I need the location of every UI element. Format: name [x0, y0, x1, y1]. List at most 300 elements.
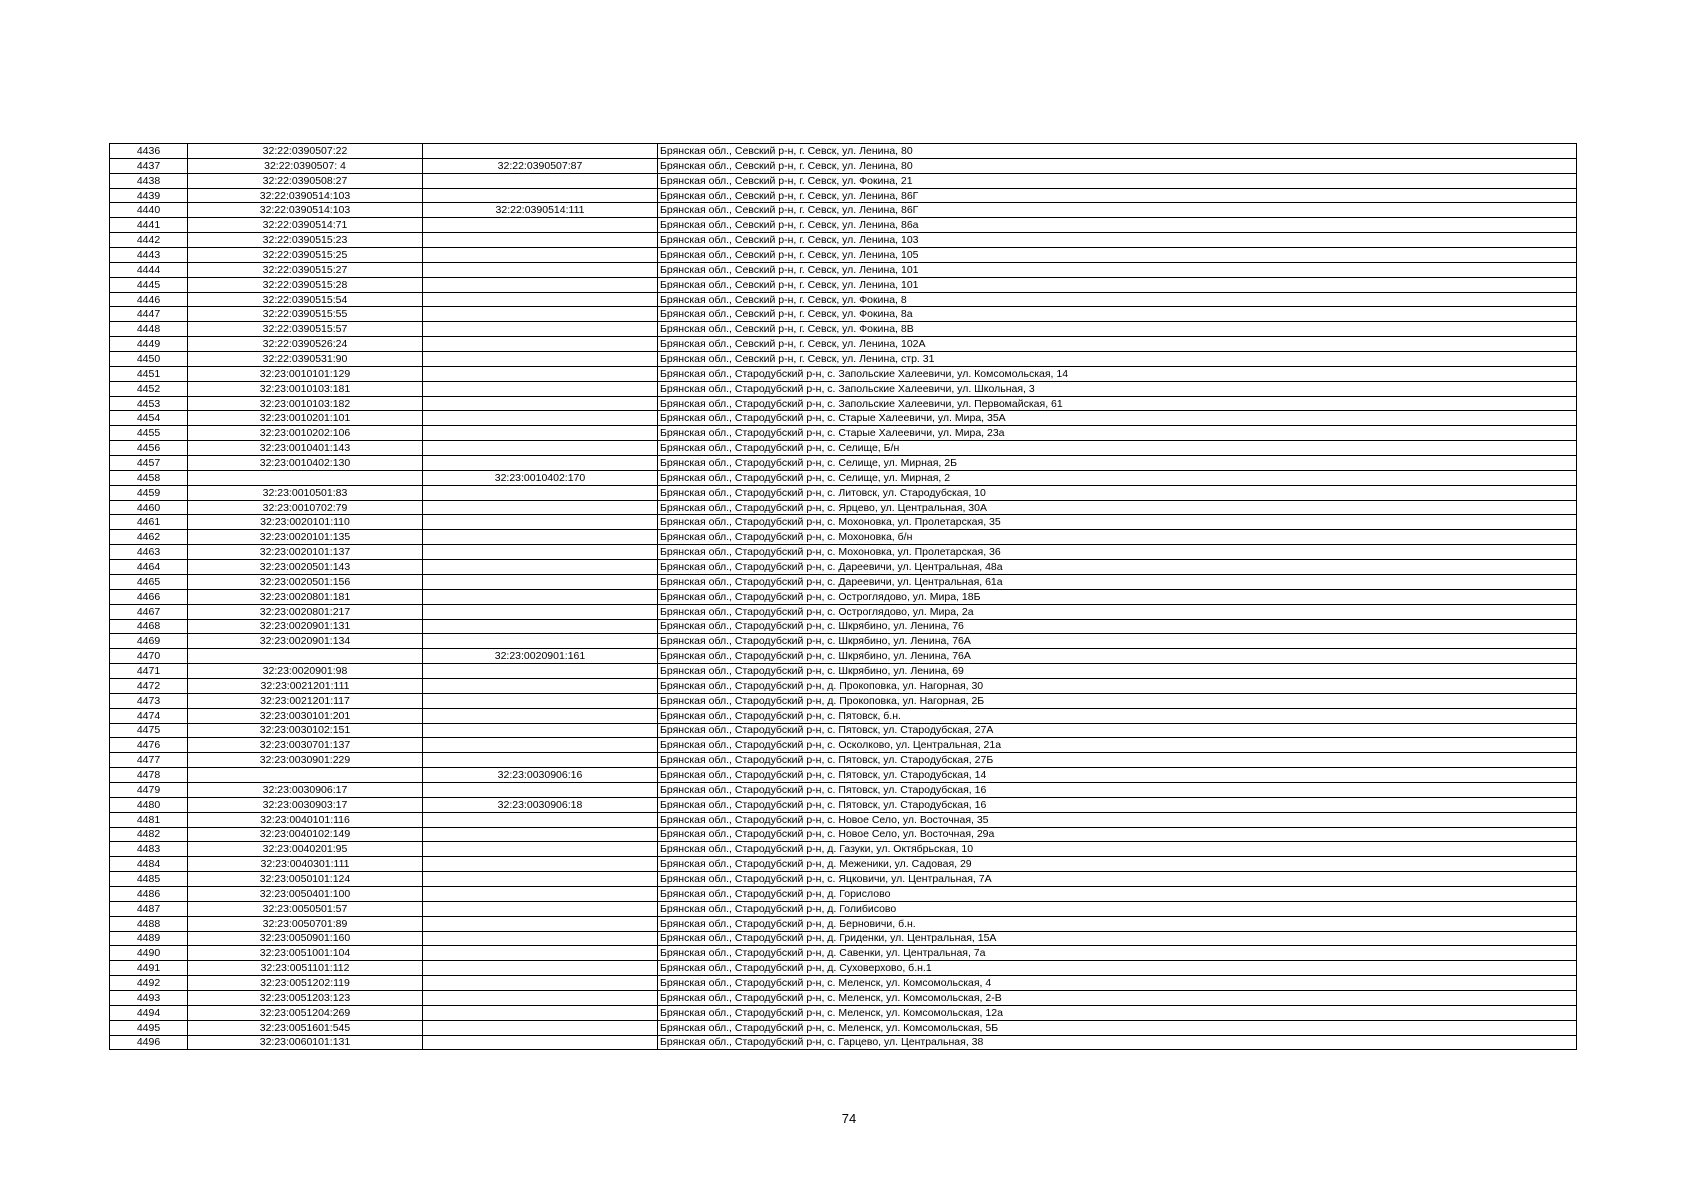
table-row — [110, 857, 1577, 872]
address-cell: Брянская обл., Стародубский р-н, д. Гриденки, ул. Центральная, 15А — [658, 931, 1577, 946]
cadastral-number-cell: 32:22:0390508:27 — [188, 173, 423, 188]
table-row — [110, 634, 1577, 649]
table-row — [110, 976, 1577, 991]
linked-cadastral-number-cell — [423, 352, 658, 367]
table-row — [110, 307, 1577, 322]
table-row — [110, 708, 1577, 723]
row-number-cell: 4487 — [110, 901, 188, 916]
cadastral-number-cell: 32:22:0390515:54 — [188, 292, 423, 307]
address-cell: Брянская обл., Стародубский р-н, с. Шкрябино, ул. Ленина, 69 — [658, 664, 1577, 679]
linked-cadastral-number-cell — [423, 426, 658, 441]
row-number-cell: 4446 — [110, 292, 188, 307]
cadastral-number-cell — [188, 649, 423, 664]
address-cell: Брянская обл., Стародубский р-н, д. Берновичи, б.н. — [658, 916, 1577, 931]
table-row — [110, 262, 1577, 277]
cadastral-number-cell: 32:23:0010103:182 — [188, 396, 423, 411]
row-number-cell: 4451 — [110, 366, 188, 381]
cadastral-number-cell: 32:22:0390515:55 — [188, 307, 423, 322]
linked-cadastral-number-cell — [423, 708, 658, 723]
table-row — [110, 589, 1577, 604]
table-row — [110, 277, 1577, 292]
linked-cadastral-number-cell — [423, 1020, 658, 1035]
address-cell: Брянская обл., Стародубский р-н, д. Прокоповка, ул. Нагорная, 30 — [658, 678, 1577, 693]
address-cell: Брянская обл., Стародубский р-н, с. Старые Халеевичи, ул. Мира, 35А — [658, 411, 1577, 426]
cadastral-number-cell: 32:23:0010501:83 — [188, 485, 423, 500]
linked-cadastral-number-cell: 32:23:0020901:161 — [423, 649, 658, 664]
cadastral-number-cell: 32:22:0390531:90 — [188, 352, 423, 367]
cadastral-number-cell: 32:23:0020901:131 — [188, 619, 423, 634]
linked-cadastral-number-cell — [423, 307, 658, 322]
row-number-cell: 4471 — [110, 664, 188, 679]
linked-cadastral-number-cell — [423, 976, 658, 991]
row-number-cell: 4473 — [110, 693, 188, 708]
row-number-cell: 4474 — [110, 708, 188, 723]
linked-cadastral-number-cell — [423, 872, 658, 887]
table-row — [110, 352, 1577, 367]
registry-table — [109, 143, 1577, 1050]
cadastral-number-cell: 32:23:0020901:98 — [188, 664, 423, 679]
address-cell: Брянская обл., Стародубский р-н, с. Осколково, ул. Центральная, 21а — [658, 738, 1577, 753]
row-number-cell: 4442 — [110, 233, 188, 248]
row-number-cell: 4459 — [110, 485, 188, 500]
row-number-cell: 4440 — [110, 203, 188, 218]
address-cell: Брянская обл., Стародубский р-н, с. Мохоновка, ул. Пролетарская, 35 — [658, 515, 1577, 530]
row-number-cell: 4472 — [110, 678, 188, 693]
linked-cadastral-number-cell — [423, 545, 658, 560]
address-cell: Брянская обл., Стародубский р-н, д. Савенки, ул. Центральная, 7а — [658, 946, 1577, 961]
address-cell: Брянская обл., Севский р-н, г. Севск, ул. Ленина, 80 — [658, 144, 1577, 159]
linked-cadastral-number-cell — [423, 515, 658, 530]
address-cell: Брянская обл., Стародубский р-н, с. Остроглядово, ул. Мира, 2а — [658, 604, 1577, 619]
registry-table-body — [110, 144, 1577, 1050]
cadastral-number-cell: 32:23:0030102:151 — [188, 723, 423, 738]
table-row — [110, 1020, 1577, 1035]
cadastral-number-cell: 32:23:0020501:156 — [188, 574, 423, 589]
row-number-cell: 4445 — [110, 277, 188, 292]
address-cell: Брянская обл., Стародубский р-н, с. Шкрябино, ул. Ленина, 76 — [658, 619, 1577, 634]
linked-cadastral-number-cell — [423, 262, 658, 277]
row-number-cell: 4458 — [110, 470, 188, 485]
cadastral-number-cell: 32:23:0030101:201 — [188, 708, 423, 723]
table-row — [110, 916, 1577, 931]
row-number-cell: 4463 — [110, 545, 188, 560]
cadastral-number-cell: 32:23:0020801:217 — [188, 604, 423, 619]
address-cell: Брянская обл., Севский р-н, г. Севск, ул. Фокина, 8а — [658, 307, 1577, 322]
table-row — [110, 441, 1577, 456]
linked-cadastral-number-cell — [423, 901, 658, 916]
table-row — [110, 604, 1577, 619]
row-number-cell: 4488 — [110, 916, 188, 931]
row-number-cell: 4454 — [110, 411, 188, 426]
table-row — [110, 292, 1577, 307]
table-row — [110, 678, 1577, 693]
address-cell: Брянская обл., Стародубский р-н, с. Новое Село, ул. Восточная, 35 — [658, 812, 1577, 827]
cadastral-number-cell: 32:22:0390515:57 — [188, 322, 423, 337]
table-row — [110, 248, 1577, 263]
address-cell: Брянская обл., Севский р-н, г. Севск, ул. Ленина, 102А — [658, 337, 1577, 352]
table-row — [110, 946, 1577, 961]
row-number-cell: 4484 — [110, 857, 188, 872]
table-row — [110, 619, 1577, 634]
address-cell: Брянская обл., Севский р-н, г. Севск, ул. Ленина, 101 — [658, 262, 1577, 277]
table-row — [110, 545, 1577, 560]
linked-cadastral-number-cell: 32:23:0010402:170 — [423, 470, 658, 485]
cadastral-number-cell: 32:23:0020501:143 — [188, 560, 423, 575]
linked-cadastral-number-cell — [423, 634, 658, 649]
linked-cadastral-number-cell — [423, 886, 658, 901]
linked-cadastral-number-cell — [423, 604, 658, 619]
cadastral-number-cell: 32:23:0021201:117 — [188, 693, 423, 708]
cadastral-number-cell: 32:23:0021201:111 — [188, 678, 423, 693]
linked-cadastral-number-cell — [423, 1035, 658, 1050]
row-number-cell: 4491 — [110, 961, 188, 976]
linked-cadastral-number-cell — [423, 1005, 658, 1020]
row-number-cell: 4449 — [110, 337, 188, 352]
address-cell: Брянская обл., Севский р-н, г. Севск, ул. Фокина, 8 — [658, 292, 1577, 307]
row-number-cell: 4450 — [110, 352, 188, 367]
linked-cadastral-number-cell: 32:22:0390507:87 — [423, 158, 658, 173]
address-cell: Брянская обл., Стародубский р-н, с. Селище, ул. Мирная, 2 — [658, 470, 1577, 485]
cadastral-number-cell: 32:23:0030903:17 — [188, 797, 423, 812]
table-row — [110, 218, 1577, 233]
linked-cadastral-number-cell — [423, 693, 658, 708]
table-row — [110, 649, 1577, 664]
cadastral-number-cell: 32:23:0010201:101 — [188, 411, 423, 426]
cadastral-number-cell — [188, 470, 423, 485]
cadastral-number-cell: 32:23:0050101:124 — [188, 872, 423, 887]
linked-cadastral-number-cell — [423, 411, 658, 426]
address-cell: Брянская обл., Стародубский р-н, с. Литовск, ул. Стародубская, 10 — [658, 485, 1577, 500]
row-number-cell: 4490 — [110, 946, 188, 961]
address-cell: Брянская обл., Стародубский р-н, с. Шкрябино, ул. Ленина, 76А — [658, 634, 1577, 649]
cadastral-number-cell: 32:23:0040102:149 — [188, 827, 423, 842]
linked-cadastral-number-cell — [423, 560, 658, 575]
address-cell: Брянская обл., Стародубский р-н, с. Пятовск, ул. Стародубская, 16 — [658, 797, 1577, 812]
linked-cadastral-number-cell: 32:23:0030906:16 — [423, 768, 658, 783]
address-cell: Брянская обл., Севский р-н, г. Севск, ул. Ленина, 86а — [658, 218, 1577, 233]
row-number-cell: 4482 — [110, 827, 188, 842]
address-cell: Брянская обл., Стародубский р-н, с. Пятовск, ул. Стародубская, 16 — [658, 782, 1577, 797]
row-number-cell: 4496 — [110, 1035, 188, 1050]
table-row — [110, 886, 1577, 901]
table-row — [110, 574, 1577, 589]
table-row — [110, 782, 1577, 797]
cadastral-number-cell: 32:22:0390507:22 — [188, 144, 423, 159]
linked-cadastral-number-cell — [423, 218, 658, 233]
row-number-cell: 4456 — [110, 441, 188, 456]
table-row — [110, 396, 1577, 411]
table-row — [110, 1035, 1577, 1050]
cadastral-number-cell: 32:22:0390515:28 — [188, 277, 423, 292]
linked-cadastral-number-cell: 32:23:0030906:18 — [423, 797, 658, 812]
table-row — [110, 961, 1577, 976]
cadastral-number-cell: 32:22:0390514:71 — [188, 218, 423, 233]
cadastral-number-cell: 32:23:0020901:134 — [188, 634, 423, 649]
address-cell: Брянская обл., Севский р-н, г. Севск, ул. Ленина, 101 — [658, 277, 1577, 292]
row-number-cell: 4468 — [110, 619, 188, 634]
linked-cadastral-number-cell — [423, 961, 658, 976]
linked-cadastral-number-cell — [423, 812, 658, 827]
cadastral-number-cell: 32:23:0060101:131 — [188, 1035, 423, 1050]
linked-cadastral-number-cell — [423, 500, 658, 515]
address-cell: Брянская обл., Стародубский р-н, д. Голибисово — [658, 901, 1577, 916]
linked-cadastral-number-cell — [423, 753, 658, 768]
row-number-cell: 4477 — [110, 753, 188, 768]
table-row — [110, 768, 1577, 783]
cadastral-number-cell: 32:23:0030906:17 — [188, 782, 423, 797]
cadastral-number-cell: 32:23:0020101:135 — [188, 530, 423, 545]
cadastral-number-cell: 32:22:0390514:103 — [188, 203, 423, 218]
address-cell: Брянская обл., Севский р-н, г. Севск, ул. Ленина, 86Г — [658, 188, 1577, 203]
table-row — [110, 233, 1577, 248]
address-cell: Брянская обл., Стародубский р-н, с. Гарцево, ул. Центральная, 38 — [658, 1035, 1577, 1050]
linked-cadastral-number-cell — [423, 277, 658, 292]
address-cell: Брянская обл., Стародубский р-н, д. Меженики, ул. Садовая, 29 — [658, 857, 1577, 872]
page-number: 74 — [841, 1111, 857, 1126]
linked-cadastral-number-cell — [423, 619, 658, 634]
linked-cadastral-number-cell — [423, 678, 658, 693]
cadastral-number-cell: 32:23:0051101:112 — [188, 961, 423, 976]
linked-cadastral-number-cell — [423, 441, 658, 456]
row-number-cell: 4462 — [110, 530, 188, 545]
linked-cadastral-number-cell — [423, 827, 658, 842]
row-number-cell: 4436 — [110, 144, 188, 159]
address-cell: Брянская обл., Севский р-н, г. Севск, ул. Ленина, 105 — [658, 248, 1577, 263]
address-cell: Брянская обл., Севский р-н, г. Севск, ул. Ленина, стр. 31 — [658, 352, 1577, 367]
table-row — [110, 411, 1577, 426]
table-row — [110, 990, 1577, 1005]
row-number-cell: 4492 — [110, 976, 188, 991]
row-number-cell: 4461 — [110, 515, 188, 530]
row-number-cell: 4494 — [110, 1005, 188, 1020]
table-row — [110, 1005, 1577, 1020]
row-number-cell: 4486 — [110, 886, 188, 901]
cadastral-number-cell: 32:23:0050401:100 — [188, 886, 423, 901]
address-cell: Брянская обл., Стародубский р-н, с. Селище, ул. Мирная, 2Б — [658, 456, 1577, 471]
table-row — [110, 931, 1577, 946]
row-number-cell: 4441 — [110, 218, 188, 233]
table-row — [110, 337, 1577, 352]
table-row — [110, 381, 1577, 396]
cadastral-number-cell: 32:23:0010103:181 — [188, 381, 423, 396]
address-cell: Брянская обл., Стародубский р-н, с. Шкрябино, ул. Ленина, 76А — [658, 649, 1577, 664]
linked-cadastral-number-cell: 32:22:0390514:111 — [423, 203, 658, 218]
cadastral-number-cell: 32:23:0051202:119 — [188, 976, 423, 991]
table-row — [110, 901, 1577, 916]
table-row — [110, 753, 1577, 768]
table-row — [110, 158, 1577, 173]
address-cell: Брянская обл., Стародубский р-н, с. Ярцево, ул. Центральная, 30А — [658, 500, 1577, 515]
table-row — [110, 560, 1577, 575]
table-row — [110, 797, 1577, 812]
address-cell: Брянская обл., Стародубский р-н, с. Селище, Б/н — [658, 441, 1577, 456]
cadastral-number-cell: 32:23:0030701:137 — [188, 738, 423, 753]
table-row — [110, 173, 1577, 188]
table-row — [110, 664, 1577, 679]
table-row — [110, 470, 1577, 485]
table-row — [110, 366, 1577, 381]
row-number-cell: 4466 — [110, 589, 188, 604]
table-row — [110, 456, 1577, 471]
address-cell: Брянская обл., Севский р-н, г. Севск, ул. Ленина, 80 — [658, 158, 1577, 173]
table-row — [110, 485, 1577, 500]
address-cell: Брянская обл., Стародубский р-н, д. Суховерхово, б.н.1 — [658, 961, 1577, 976]
row-number-cell: 4479 — [110, 782, 188, 797]
address-cell: Брянская обл., Стародубский р-н, д. Газуки, ул. Октябрьская, 10 — [658, 842, 1577, 857]
linked-cadastral-number-cell — [423, 188, 658, 203]
row-number-cell: 4483 — [110, 842, 188, 857]
address-cell: Брянская обл., Стародубский р-н, с. Мохоновка, ул. Пролетарская, 36 — [658, 545, 1577, 560]
row-number-cell: 4469 — [110, 634, 188, 649]
linked-cadastral-number-cell — [423, 248, 658, 263]
linked-cadastral-number-cell — [423, 337, 658, 352]
cadastral-number-cell: 32:22:0390515:23 — [188, 233, 423, 248]
linked-cadastral-number-cell — [423, 946, 658, 961]
cadastral-number-cell: 32:23:0010101:129 — [188, 366, 423, 381]
address-cell: Брянская обл., Стародубский р-н, с. Новое Село, ул. Восточная, 29а — [658, 827, 1577, 842]
linked-cadastral-number-cell — [423, 857, 658, 872]
table-row — [110, 144, 1577, 159]
cadastral-number-cell: 32:23:0051601:545 — [188, 1020, 423, 1035]
linked-cadastral-number-cell — [423, 396, 658, 411]
cadastral-number-cell: 32:23:0030901:229 — [188, 753, 423, 768]
address-cell: Брянская обл., Севский р-н, г. Севск, ул. Фокина, 21 — [658, 173, 1577, 188]
address-cell: Брянская обл., Стародубский р-н, с. Мохоновка, б/н — [658, 530, 1577, 545]
linked-cadastral-number-cell — [423, 589, 658, 604]
cadastral-number-cell: 32:23:0050701:89 — [188, 916, 423, 931]
cadastral-number-cell: 32:22:0390515:27 — [188, 262, 423, 277]
row-number-cell: 4481 — [110, 812, 188, 827]
cadastral-number-cell: 32:23:0010702:79 — [188, 500, 423, 515]
linked-cadastral-number-cell — [423, 931, 658, 946]
row-number-cell: 4493 — [110, 990, 188, 1005]
row-number-cell: 4453 — [110, 396, 188, 411]
row-number-cell: 4478 — [110, 768, 188, 783]
row-number-cell: 4455 — [110, 426, 188, 441]
address-cell: Брянская обл., Стародубский р-н, с. Запольские Халеевичи, ул. Школьная, 3 — [658, 381, 1577, 396]
table-row — [110, 872, 1577, 887]
row-number-cell: 4476 — [110, 738, 188, 753]
linked-cadastral-number-cell — [423, 782, 658, 797]
row-number-cell: 4452 — [110, 381, 188, 396]
table-row — [110, 530, 1577, 545]
linked-cadastral-number-cell — [423, 144, 658, 159]
row-number-cell: 4448 — [110, 322, 188, 337]
cadastral-number-cell: 32:23:0050501:57 — [188, 901, 423, 916]
table-row — [110, 827, 1577, 842]
cadastral-number-cell: 32:22:0390507: 4 — [188, 158, 423, 173]
linked-cadastral-number-cell — [423, 173, 658, 188]
table-row — [110, 188, 1577, 203]
address-cell: Брянская обл., Стародубский р-н, с. Пятовск, ул. Стародубская, 14 — [658, 768, 1577, 783]
row-number-cell: 4464 — [110, 560, 188, 575]
linked-cadastral-number-cell — [423, 990, 658, 1005]
row-number-cell: 4467 — [110, 604, 188, 619]
cadastral-number-cell: 32:22:0390514:103 — [188, 188, 423, 203]
cadastral-number-cell: 32:23:0010402:130 — [188, 456, 423, 471]
row-number-cell: 4485 — [110, 872, 188, 887]
cadastral-number-cell: 32:23:0040301:111 — [188, 857, 423, 872]
address-cell: Брянская обл., Севский р-н, г. Севск, ул. Ленина, 86Г — [658, 203, 1577, 218]
linked-cadastral-number-cell — [423, 738, 658, 753]
row-number-cell: 4460 — [110, 500, 188, 515]
table-row — [110, 738, 1577, 753]
address-cell: Брянская обл., Стародубский р-н, с. Меленск, ул. Комсомольская, 5Б — [658, 1020, 1577, 1035]
address-cell: Брянская обл., Стародубский р-н, с. Дареевичи, ул. Центральная, 61а — [658, 574, 1577, 589]
row-number-cell: 4480 — [110, 797, 188, 812]
row-number-cell: 4438 — [110, 173, 188, 188]
address-cell: Брянская обл., Севский р-н, г. Севск, ул. Фокина, 8В — [658, 322, 1577, 337]
table-row — [110, 426, 1577, 441]
address-cell: Брянская обл., Стародубский р-н, с. Меленск, ул. Комсомольская, 4 — [658, 976, 1577, 991]
table-row — [110, 515, 1577, 530]
linked-cadastral-number-cell — [423, 664, 658, 679]
linked-cadastral-number-cell — [423, 233, 658, 248]
cadastral-number-cell: 32:22:0390515:25 — [188, 248, 423, 263]
address-cell: Брянская обл., Севский р-н, г. Севск, ул. Ленина, 103 — [658, 233, 1577, 248]
cadastral-number-cell: 32:23:0010401:143 — [188, 441, 423, 456]
table-row — [110, 842, 1577, 857]
linked-cadastral-number-cell — [423, 723, 658, 738]
linked-cadastral-number-cell — [423, 485, 658, 500]
row-number-cell: 4443 — [110, 248, 188, 263]
cadastral-number-cell — [188, 768, 423, 783]
cadastral-number-cell: 32:23:0020101:110 — [188, 515, 423, 530]
cadastral-number-cell: 32:23:0010202:106 — [188, 426, 423, 441]
table-row — [110, 693, 1577, 708]
address-cell: Брянская обл., Стародубский р-н, с. Меленск, ул. Комсомольская, 12а — [658, 1005, 1577, 1020]
cadastral-number-cell: 32:22:0390526:24 — [188, 337, 423, 352]
linked-cadastral-number-cell — [423, 456, 658, 471]
linked-cadastral-number-cell — [423, 366, 658, 381]
row-number-cell: 4489 — [110, 931, 188, 946]
cadastral-number-cell: 32:23:0020101:137 — [188, 545, 423, 560]
address-cell: Брянская обл., Стародубский р-н, с. Пятовск, ул. Стародубская, 27А — [658, 723, 1577, 738]
linked-cadastral-number-cell — [423, 842, 658, 857]
row-number-cell: 4457 — [110, 456, 188, 471]
linked-cadastral-number-cell — [423, 381, 658, 396]
address-cell: Брянская обл., Стародубский р-н, д. Прокоповка, ул. Нагорная, 2Б — [658, 693, 1577, 708]
row-number-cell: 4495 — [110, 1020, 188, 1035]
table-row — [110, 723, 1577, 738]
cadastral-number-cell: 32:23:0020801:181 — [188, 589, 423, 604]
linked-cadastral-number-cell — [423, 292, 658, 307]
table-row — [110, 500, 1577, 515]
address-cell: Брянская обл., Стародубский р-н, с. Яцковичи, ул. Центральная, 7А — [658, 872, 1577, 887]
address-cell: Брянская обл., Стародубский р-н, с. Остроглядово, ул. Мира, 18Б — [658, 589, 1577, 604]
address-cell: Брянская обл., Стародубский р-н, с. Запольские Халеевичи, ул. Первомайская, 61 — [658, 396, 1577, 411]
cadastral-number-cell: 32:23:0051001:104 — [188, 946, 423, 961]
row-number-cell: 4447 — [110, 307, 188, 322]
row-number-cell: 4475 — [110, 723, 188, 738]
cadastral-number-cell: 32:23:0051203:123 — [188, 990, 423, 1005]
cadastral-number-cell: 32:23:0040201:95 — [188, 842, 423, 857]
cadastral-number-cell: 32:23:0040101:116 — [188, 812, 423, 827]
cadastral-number-cell: 32:23:0050901:160 — [188, 931, 423, 946]
row-number-cell: 4465 — [110, 574, 188, 589]
cadastral-number-cell: 32:23:0051204:269 — [188, 1005, 423, 1020]
row-number-cell: 4439 — [110, 188, 188, 203]
row-number-cell: 4437 — [110, 158, 188, 173]
linked-cadastral-number-cell — [423, 574, 658, 589]
linked-cadastral-number-cell — [423, 322, 658, 337]
address-cell: Брянская обл., Стародубский р-н, с. Дареевичи, ул. Центральная, 48а — [658, 560, 1577, 575]
row-number-cell: 4470 — [110, 649, 188, 664]
linked-cadastral-number-cell — [423, 916, 658, 931]
address-cell: Брянская обл., Стародубский р-н, с. Пятовск, б.н. — [658, 708, 1577, 723]
address-cell: Брянская обл., Стародубский р-н, с. Старые Халеевичи, ул. Мира, 23а — [658, 426, 1577, 441]
linked-cadastral-number-cell — [423, 530, 658, 545]
